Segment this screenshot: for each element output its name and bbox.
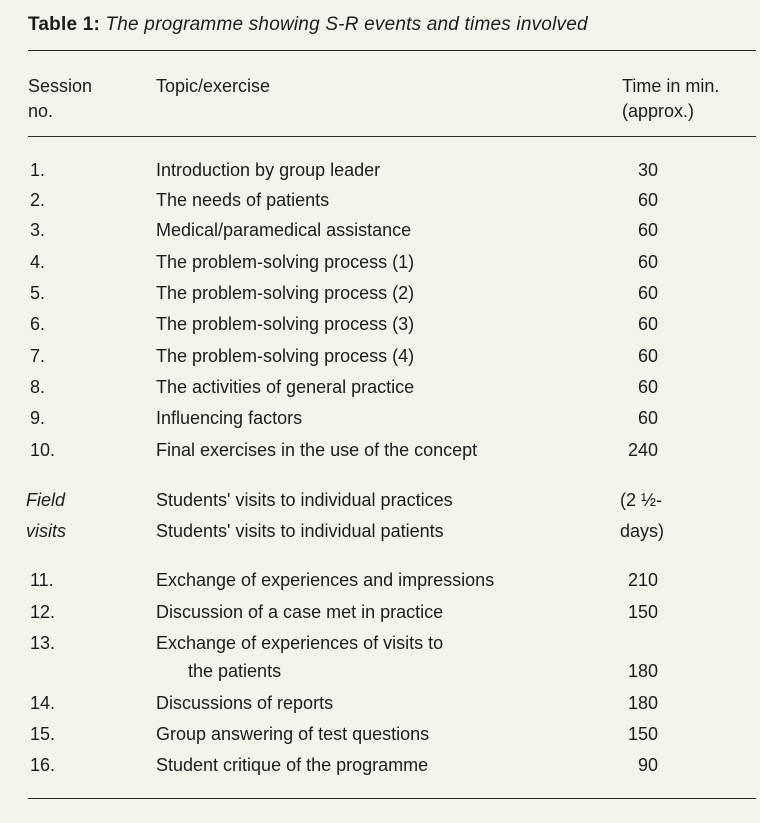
session-time: 60 — [637, 190, 658, 210]
field-visits-time: days) — [620, 521, 665, 541]
table-row — [0, 185, 760, 215]
session-number: 8. — [30, 377, 46, 397]
session-topic: The needs of patients — [156, 190, 330, 210]
session-time: 210 — [627, 570, 658, 590]
session-topic: Introduction by group leader — [156, 160, 381, 180]
field-visits-label: Field — [26, 490, 66, 510]
session-topic: Exchange of experiences of visits to — [156, 633, 444, 653]
field-visits-row — [0, 516, 760, 546]
session-number: 4. — [30, 252, 46, 272]
session-topic: The problem-solving process (1) — [156, 252, 415, 272]
session-number: 14. — [30, 693, 56, 713]
table-row — [0, 215, 760, 245]
header-time-line1: Time in min. — [622, 76, 720, 96]
session-number: 12. — [30, 602, 56, 622]
table-row — [0, 372, 760, 402]
field-visits-row — [0, 485, 760, 515]
session-topic: Discussions of reports — [156, 693, 334, 713]
session-number: 15. — [30, 724, 56, 744]
session-number: 16. — [30, 755, 56, 775]
header-session-line1: Session — [28, 76, 93, 96]
field-visits-topic: Students' visits to individual patients — [156, 521, 444, 541]
table-row — [0, 597, 760, 627]
top-rule — [28, 50, 756, 51]
table-row — [0, 278, 760, 308]
table-row — [0, 656, 760, 686]
session-time: 60 — [637, 252, 658, 272]
session-time: 60 — [637, 408, 658, 428]
session-topic: Student critique of the programme — [156, 755, 429, 775]
table-caption — [28, 14, 588, 36]
session-time: 180 — [627, 661, 658, 681]
session-number: 10. — [30, 440, 56, 460]
header-session-line2: no. — [28, 101, 54, 121]
session-time: 180 — [627, 693, 658, 713]
session-time: 60 — [637, 377, 658, 397]
session-topic: Group answering of test questions — [156, 724, 430, 744]
session-topic: Exchange of experiences and impressions — [156, 570, 495, 590]
field-visits-topic: Students' visits to individual practices — [156, 490, 453, 510]
session-topic: Final exercises in the use of the concept — [156, 440, 478, 460]
session-time: 60 — [637, 283, 658, 303]
session-time: 150 — [627, 724, 658, 744]
session-topic: the patients — [188, 661, 282, 681]
field-visits-label: visits — [26, 521, 66, 541]
field-visits-time: (2 ½- — [620, 490, 663, 510]
session-number: 5. — [30, 283, 46, 303]
session-time: 60 — [637, 346, 658, 366]
session-topic: The activities of general practice — [156, 377, 415, 397]
session-time: 60 — [637, 220, 658, 240]
session-number: 7. — [30, 346, 46, 366]
session-topic: The problem-solving process (4) — [156, 346, 415, 366]
session-number: 11. — [30, 570, 54, 590]
caption-label: Table 1: — [28, 14, 100, 35]
session-number: 9. — [30, 408, 46, 428]
session-time: 150 — [627, 602, 658, 622]
session-topic: The problem-solving process (3) — [156, 314, 415, 334]
session-number: 3. — [30, 220, 46, 240]
header-topic: Topic/exercise — [156, 76, 271, 96]
session-time: 30 — [637, 160, 658, 180]
session-topic: Medical/paramedical assistance — [156, 220, 412, 240]
table-row — [0, 435, 760, 465]
header-rule — [28, 136, 756, 137]
session-topic: Discussion of a case met in practice — [156, 602, 444, 622]
session-number: 13. — [30, 633, 56, 653]
table-row — [0, 309, 760, 339]
table-row — [0, 565, 760, 595]
session-time: 60 — [637, 314, 658, 334]
session-time: 240 — [627, 440, 658, 460]
table-row — [0, 155, 760, 185]
session-time: 90 — [637, 755, 658, 775]
header-time-line2: (approx.) — [622, 101, 695, 121]
header-session — [28, 74, 92, 124]
session-number: 6. — [30, 314, 46, 334]
table-row — [0, 719, 760, 749]
table-row — [0, 688, 760, 718]
header-time — [622, 74, 719, 124]
caption-title: The programme showing S-R events and times involved — [105, 14, 588, 35]
table-row — [0, 341, 760, 371]
bottom-rule — [28, 798, 756, 799]
session-topic: The problem-solving process (2) — [156, 283, 415, 303]
table-row — [0, 750, 760, 780]
session-number: 1. — [30, 160, 46, 180]
session-number: 2. — [30, 190, 46, 210]
table-row — [0, 403, 760, 433]
table-row — [0, 628, 760, 658]
session-topic: Influencing factors — [156, 408, 303, 428]
table-row — [0, 247, 760, 277]
